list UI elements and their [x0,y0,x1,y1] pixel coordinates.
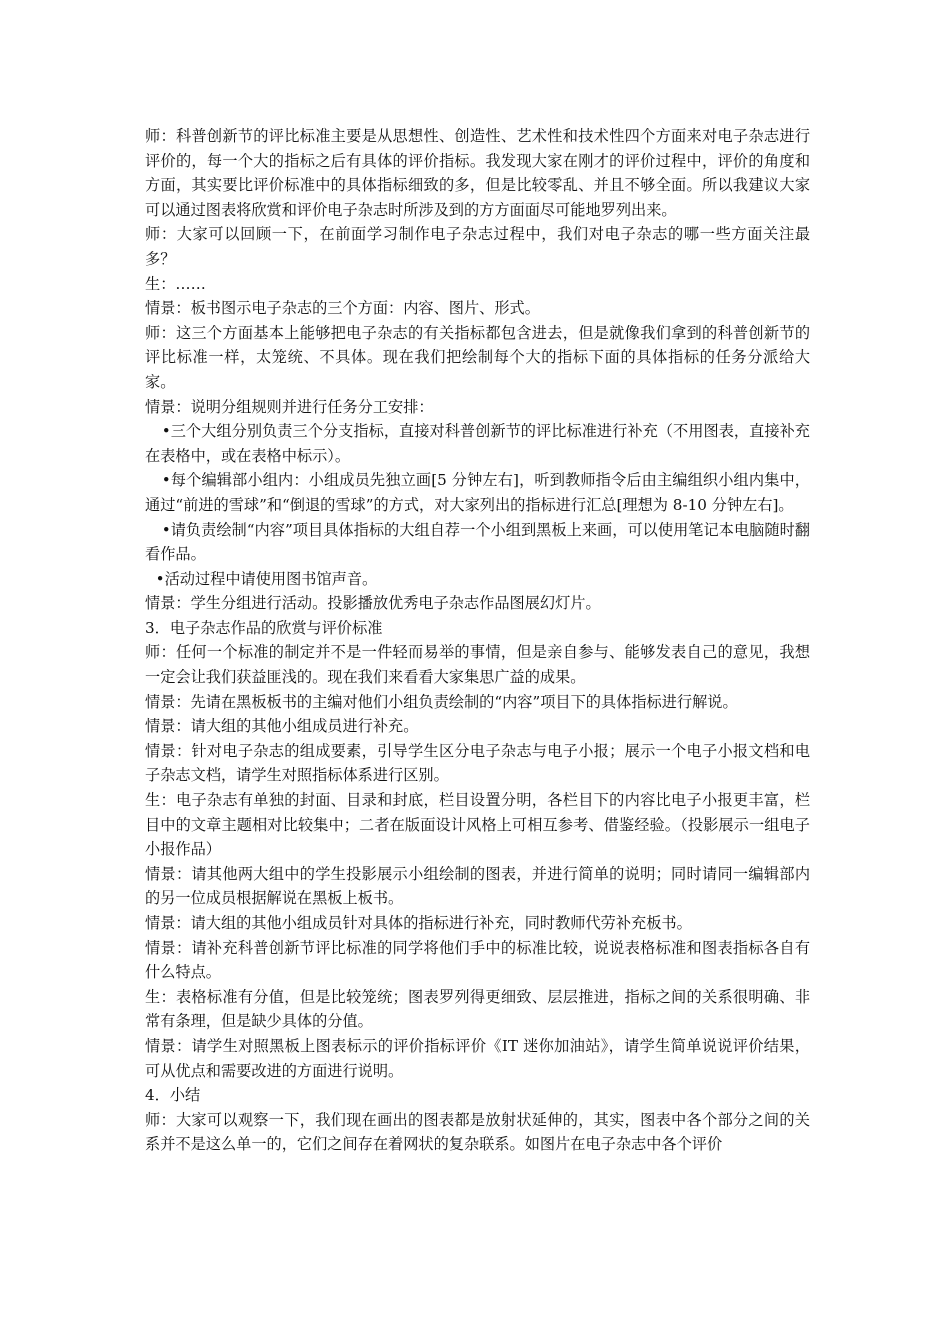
paragraph: 情景：说明分组规则并进行任务分工安排： [145,397,434,416]
bullet-item: •请负责绘制“内容”项目具体指标的大组自荐一个小组到黑板上来画，可以使用笔记本电脑随时翻看作品。 [145,520,810,564]
section-heading: 4．小结 [145,1086,201,1105]
paragraph: 情景：学生分组进行活动。投影播放优秀电子杂志作品图展幻灯片。 [145,594,601,613]
paragraph: 生：…… [145,274,206,293]
bullet-item: •每个编辑部小组内：小组成员先独立画[5 分钟左右]，听到教师指令后由主编组织小组内集中，通过“前进的雪球”和“倒退的雪球”的方式，对大家列出的指标进行汇总[理想为 8-10 分钟左右]。 [145,471,810,514]
document-body [145,124,810,1157]
paragraph: 师：这三个方面基本上能够把电子杂志的有关指标都包含进去，但是就像我们拿到的科普创新节的评比标准一样，太笼统、不具体。现在我们把绘制每个大的指标下面的具体指标的任务分派给大家。 [145,323,810,391]
bullet-item: •三个大组分别负责三个分支指标，直接对科普创新节的评比标准进行补充（不用图表，直接补充在表格中，或在表格中标示）。 [145,422,810,465]
paragraph: 情景：请学生对照黑板上图表标示的评价指标评价《IT 迷你加油站》，请学生简单说说评价结果，可从优点和需要改进的方面进行说明。 [145,1036,810,1080]
paragraph: 情景：请补充科普创新节评比标准的同学将他们手中的标准比较，说说表格标准和图表指标各自有什么特点。 [145,938,810,982]
paragraph: 情景：针对电子杂志的组成要素，引导学生区分电子杂志与电子小报；展示一个电子小报文档和电子杂志文档，请学生对照指标体系进行区别。 [145,741,810,785]
paragraph: 情景：请大组的其他小组成员进行补充。 [145,717,419,736]
paragraph: 师：大家可以回顾一下，在前面学习制作电子杂志过程中，我们对电子杂志的哪一些方面关注最多？ [145,225,810,268]
paragraph: 生：电子杂志有单独的封面、目录和封底，栏目设置分明，各栏目下的内容比电子小报更丰富，栏目中的文章主题相对比较集中；二者在版面设计风格上可相互参考、借鉴经验。（投影展示一组电子小报作品） [145,791,810,859]
bullet-item: •活动过程中请使用图书馆声音。 [155,569,378,588]
section-heading: 3．电子杂志作品的欣赏与评价标准 [145,618,383,637]
paragraph: 生：表格标准有分值，但是比较笼统；图表罗列得更细致、层层推进，指标之间的关系很明确、非常有条理，但是缺少具体的分值。 [145,987,810,1031]
paragraph: 情景：请其他两大组中的学生投影展示小组绘制的图表，并进行简单的说明；同时请同一编辑部内的另一位成员根据解说在黑板上板书。 [145,864,810,908]
paragraph: 情景：板书图示电子杂志的三个方面：内容、图片、形式。 [145,299,540,318]
paragraph: 情景：请大组的其他小组成员针对具体的指标进行补充，同时教师代劳补充板书。 [145,914,692,932]
paragraph: 情景：先请在黑板板书的主编对他们小组负责绘制的“内容”项目下的具体指标进行解说。 [145,692,738,711]
paragraph: 师：大家可以观察一下，我们现在画出的图表都是放射状延伸的，其实，图表中各个部分之间的关系并不是这么单一的，它们之间存在着网状的复杂联系。如图片在电子杂志中各个评价 [145,1110,810,1154]
paragraph: 师：任何一个标准的制定并不是一件轻而易举的事情，但是亲自参与、能够发表自己的意见，我想一定会让我们获益匪浅的。现在我们来看看大家集思广益的成果。 [145,643,810,687]
paragraph: 师：科普创新节的评比标准主要是从思想性、创造性、艺术性和技术性四个方面来对电子杂志进行评价的，每一个大的指标之后有具体的评价指标。我发现大家在刚才的评价过程中，评价的角度和方面，其实要比评价标准中的具体指标细致的多，但是比较零乱、并且不够全面。所以我建议大家可以通过图表将欣赏和评价电子杂志时所涉及到的方方面面尽可能地罗列出来。 [145,127,810,219]
